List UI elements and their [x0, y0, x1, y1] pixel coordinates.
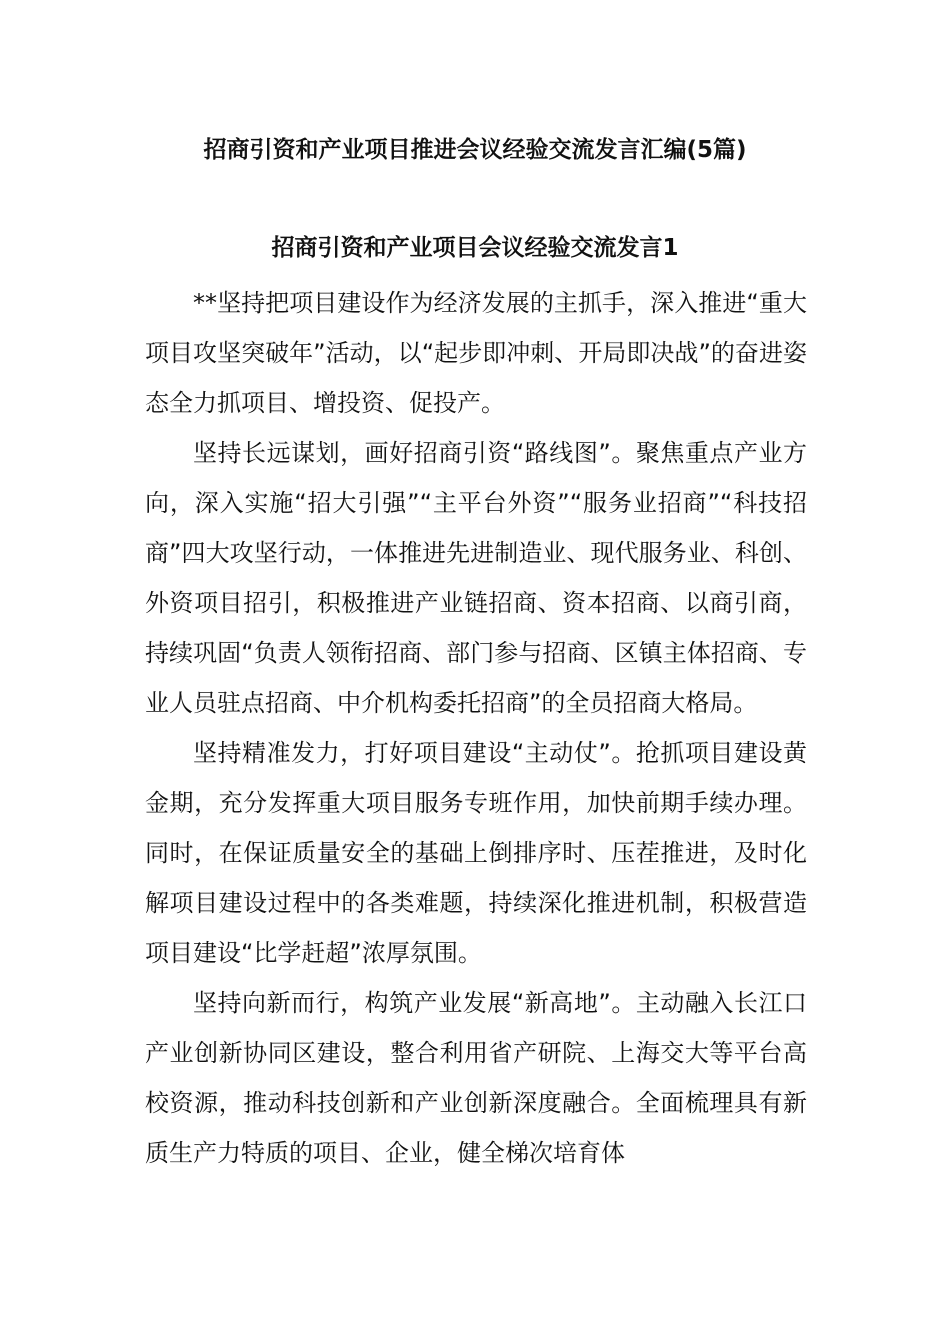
document-body — [145, 278, 807, 1178]
paragraph-1: **坚持把项目建设作为经济发展的主抓手，深入推进“重大项目攻坚突破年”活动，以“起步即冲刺、开局即决战”的奋进姿态全力抓项目、增投资、促投产。 — [145, 289, 807, 417]
paragraph-4: 坚持向新而行，构筑产业发展“新高地”。主动融入长江口产业创新协同区建设，整合利用省产研院、上海交大等平台高校资源，推动科技创新和产业创新深度融合。全面梳理具有新质生产力特质的项目、企业，健全梯次培育体 — [145, 989, 807, 1167]
paragraph-3: 坚持精准发力，打好项目建设“主动仗”。抢抓项目建设黄金期，充分发挥重大项目服务专班作用，加快前期手续办理。同时，在保证质量安全的基础上倒排序时、压茬推进，及时化解项目建设过程中的各类难题，持续深化推进机制，积极营造项目建设“比学赶超”浓厚氛围。 — [145, 739, 807, 967]
section-title: 招商引资和产业项目会议经验交流发言1 — [271, 235, 679, 261]
paragraph-2: 坚持长远谋划，画好招商引资“路线图”。聚焦重点产业方向，深入实施“招大引强”“主平台外资”“服务业招商”“科技招商”四大攻坚行动，一体推进先进制造业、现代服务业、科创、外资项目招引，积极推进产业链招商、资本招商、以商引商，持续巩固“负责人领衔招商、部门参与招商、区镇主体招商、专业人员驻点招商、中介机构委托招商”的全员招商大格局。 — [145, 439, 807, 717]
document-title: 招商引资和产业项目推进会议经验交流发言汇编(5篇) — [203, 137, 747, 163]
